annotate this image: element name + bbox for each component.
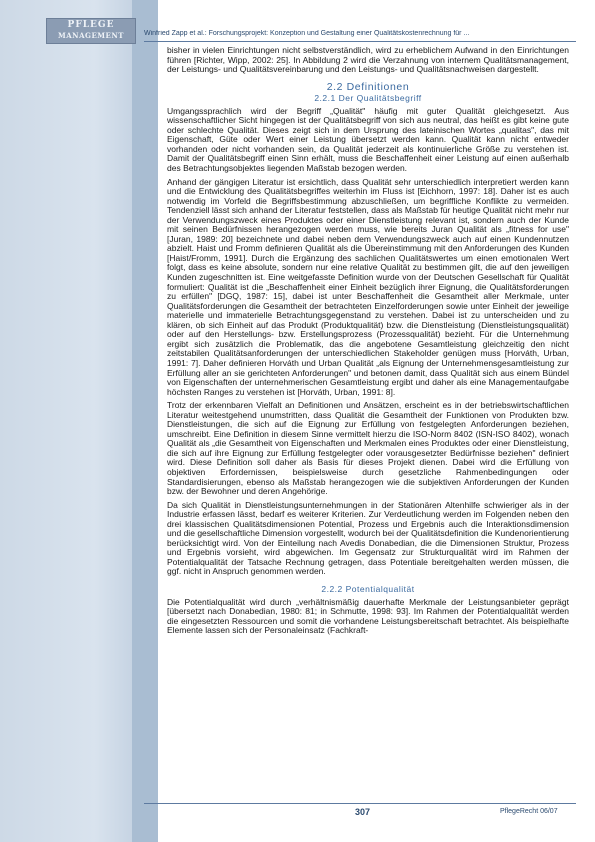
running-header: Winfried Zapp et al.: Forschungsprojekt: Konzeption und Gestaltung einer Qualitätskostenrechnung für ... [144, 30, 470, 37]
left-decorative-band [0, 0, 158, 842]
body-paragraph: Da sich Qualität in Dienstleistungsunternehmungen in der Stationären Altenhilfe schwieriger als in der Industrie erfassen lässt, bedarf es weiterer Kriterien. Zur Verdeutlichung werden im Folgenden neben den drei klassischen Qualitätsdimensionen Potential, Prozess und Ergebnis auch die Interaktionsdimension und die gesellschaftliche Dimension vorgestellt, wodurch bei der Qualitätsdefinition die Kundenorientierung berücksichtigt wird. Von der Einteilung nach Avedis Donabedian, die die Dimensionen Struktur, Prozess und Ergebnis vorsieht, wird abgewichen. Im Gegensatz zur Strukturqualität wird im Rahmen der Potentialqualität der Tatsache Rechnung getragen, dass Potentiale bereitgehalten werden müssen, die ggf. nicht in Anspruch genommen werden. [167, 499, 569, 577]
footer-rule [144, 803, 576, 804]
journal-logo [46, 18, 136, 44]
body-paragraph: Umgangssprachlich wird der Begriff „Qualität" häufig mit guter Qualität gleichgesetzt. Aus wissenschaftlicher Sicht hingegen ist der Qualitätsbegriff von sich aus neutral, das heißt es gibt keine gute oder schlechte Qualität. Dieses zeigt sich in dem Ursprung des lateinischen Wortes „qualitas", das mit Eigenschaft, Güte oder Wert einer Leistung übersetzt werden kann. Qualität kann nicht entweder vorhanden oder nicht vorhanden sein, da Qualität jederzeit als kontinuierliche Größe zu verstehen ist. Damit der Qualitätsbegriff einen Sinn erhält, muss die Beschaffenheit einer Leistung auf einen außerhalb des Betrachtungsobjektes liegenden Maßstab bezogen werden. [167, 105, 569, 174]
intro-paragraph: bisher in vielen Einrichtungen nicht selbstverständlich, wird zu erheblichem Aufwand in den Einrichtungen führen [Richter, Wipp, 2002: 25]. In Abbildung 2 wird die Verzahnung von internem Qualitätsmanagement, der Leistungs- und Qualitätsvereinbarung und den Leistungs- und Qualitätsnachweisen dargestellt. [167, 45, 569, 75]
body-paragraph: Anhand der gängigen Literatur ist ersichtlich, dass Qualität sehr unterschiedlich interpretiert werden kann und die Entwicklung des Qualitätsbegriffes weiterhin im Fluss ist [Eichhorn, 1997: 18]. Daher ist es auch notwendig im Vorfeld die Begriffsbestimmung abzuschließen, um begriffliche Konflikte zu vermeiden. Tendenziell lässt sich anhand der Literatur feststellen, dass als Maßstab für heutige Qualität nicht mehr nur der Verwendungszweck eines Produktes oder einer Dienstleistung relevant ist, sondern auch der Kunde mit seinen Bedürfnissen herangezogen werden muss, wie bereits Juran Qualität als „fitness for use" [Juran, 1989: 20] bezeichnete und dabei neben dem Verwendungszweck auch auf einen Kundennutzen abzielt. Haist und Fromm definieren Qualität als die Übereinstimmung mit den Anforderungen des Kunden [Haist/Fromm, 1991]. Durch die Ergänzung des sachlichen Qualitätswertes um einen emotionalen Wert folgt, dass es keine absolute, sondern nur eine relative Qualität zu bestimmen gilt, die auf den jeweiligen Kunden zugeschnitten ist. Eine weitgefasste Definition wurde von der Deutschen Gesellschaft für Qualität formuliert: Qualität ist die „Beschaffenheit einer Einheit bezüglich ihrer Eignung, die Qualitätsforderungen zu erfüllen" [DGQ, 1987: 15], dabei ist unter Beschaffenheit die Gesamtheit aller Merkmale, unter Qualitätsforderungen die Gesamtheit der betrachteten Einzelforderungen sowie unter Einheit der jeweilige materielle und immaterielle Betrachtungsgegenstand zu verstehen. Dabei ist zu unterscheiden und zu klären, ob sich Einheit auf das Produkt (Produktqualität) bzw. die Dienstleistung (Dienstleistungsqualität) oder auf den Herstellungs- bzw. Erstellungsprozess (Prozessqualität) bezieht. Für die Unternehmung ergibt sich zusätzlich die Problematik, das die angebotene Gesamtleistung gleichzeitig den nicht zeitstabilen Qualitätsanforderungen der unterschiedlichen Stakeholder genügen muss [Horváth, Urban, 1991: 7]. Daher definieren Horváth und Urban Qualität „als Eignung der Unternehmensgesamtleistung zur Erfüllung aller an sie gerichteten Anforderungen" und betonen damit, dass Qualität sich aus einem Bündel von Eigenschaften der unternehmerischen Gesamtleistung ergibt und daher als eine Managementaufgabe höchsten Ranges zu verstehen ist [Horváth, Urban, 1991: 8]. [167, 176, 569, 397]
logo-line-2: MANAGEMENT [57, 31, 124, 40]
sidebar-stripe [132, 0, 158, 842]
logo-line-1: PFLEGE [67, 20, 115, 30]
article-body [167, 46, 569, 640]
last-paragraph: Die Potentialqualität wird durch „verhältnismäßig dauerhafte Merkmale der Leistungsanbieter geprägt [übersetzt nach Donabedian, 1980: 81; in Schmutte, 1998: 93]. Im Rahmen der Potentialqualität werden die eingesetzten Ressourcen und somit die vorhandene Leistungsbereitschaft betrachtet. Als beispielhafte Elemente lassen sich der Personaleinsatz (Fachkraft- [167, 596, 569, 636]
body-paragraph: Trotz der erkennbaren Vielfalt an Definitionen und Ansätzen, erscheint es in der betriebswirtschaftlichen Literatur weitestgehend unumstritten, dass Qualität die Gesamtheit der Funktionen von Produkten bzw. Dienstleistungen, die sich auf die Eignung zur Erfüllung von festgelegten Anforderungen beziehen, umschreibt. Eine Definition in diesem Sinne vermittelt hierzu die ISO-Norm 8402 (ISN-ISO 8402), wonach Qualität als „die Gesamtheit von Eigenschaften und Merkmalen eines Produktes oder einer Dienstleistung, die sich auf ihre Eignung zur Erfüllung festgelegter oder vorausgesetzter Bedürfnisse beziehen" definiert wird. Diese Definition soll daher als Basis für dieses Projekt dienen. Dabei wird die Erfüllung von objektiven Erfordernissen, beispielsweise durch gesetzliche Rahmenbedingungen oder Standardisierungen, ebenso als Maßstab herangezogen wie die subjektiven Anforderungen der Kunden bzw. der Bewohner und deren Angehörige. [167, 400, 569, 497]
section-heading: 2.2 Definitionen [326, 80, 410, 93]
page-number: 307 [355, 807, 371, 817]
journal-issue: PflegeRecht 06/07 [500, 808, 558, 815]
subsection-heading-2: 2.2.2 Potentialqualität [321, 583, 415, 594]
header-rule [144, 41, 576, 42]
subsection-heading-1: 2.2.1 Der Qualitätsbegriff [314, 93, 422, 104]
